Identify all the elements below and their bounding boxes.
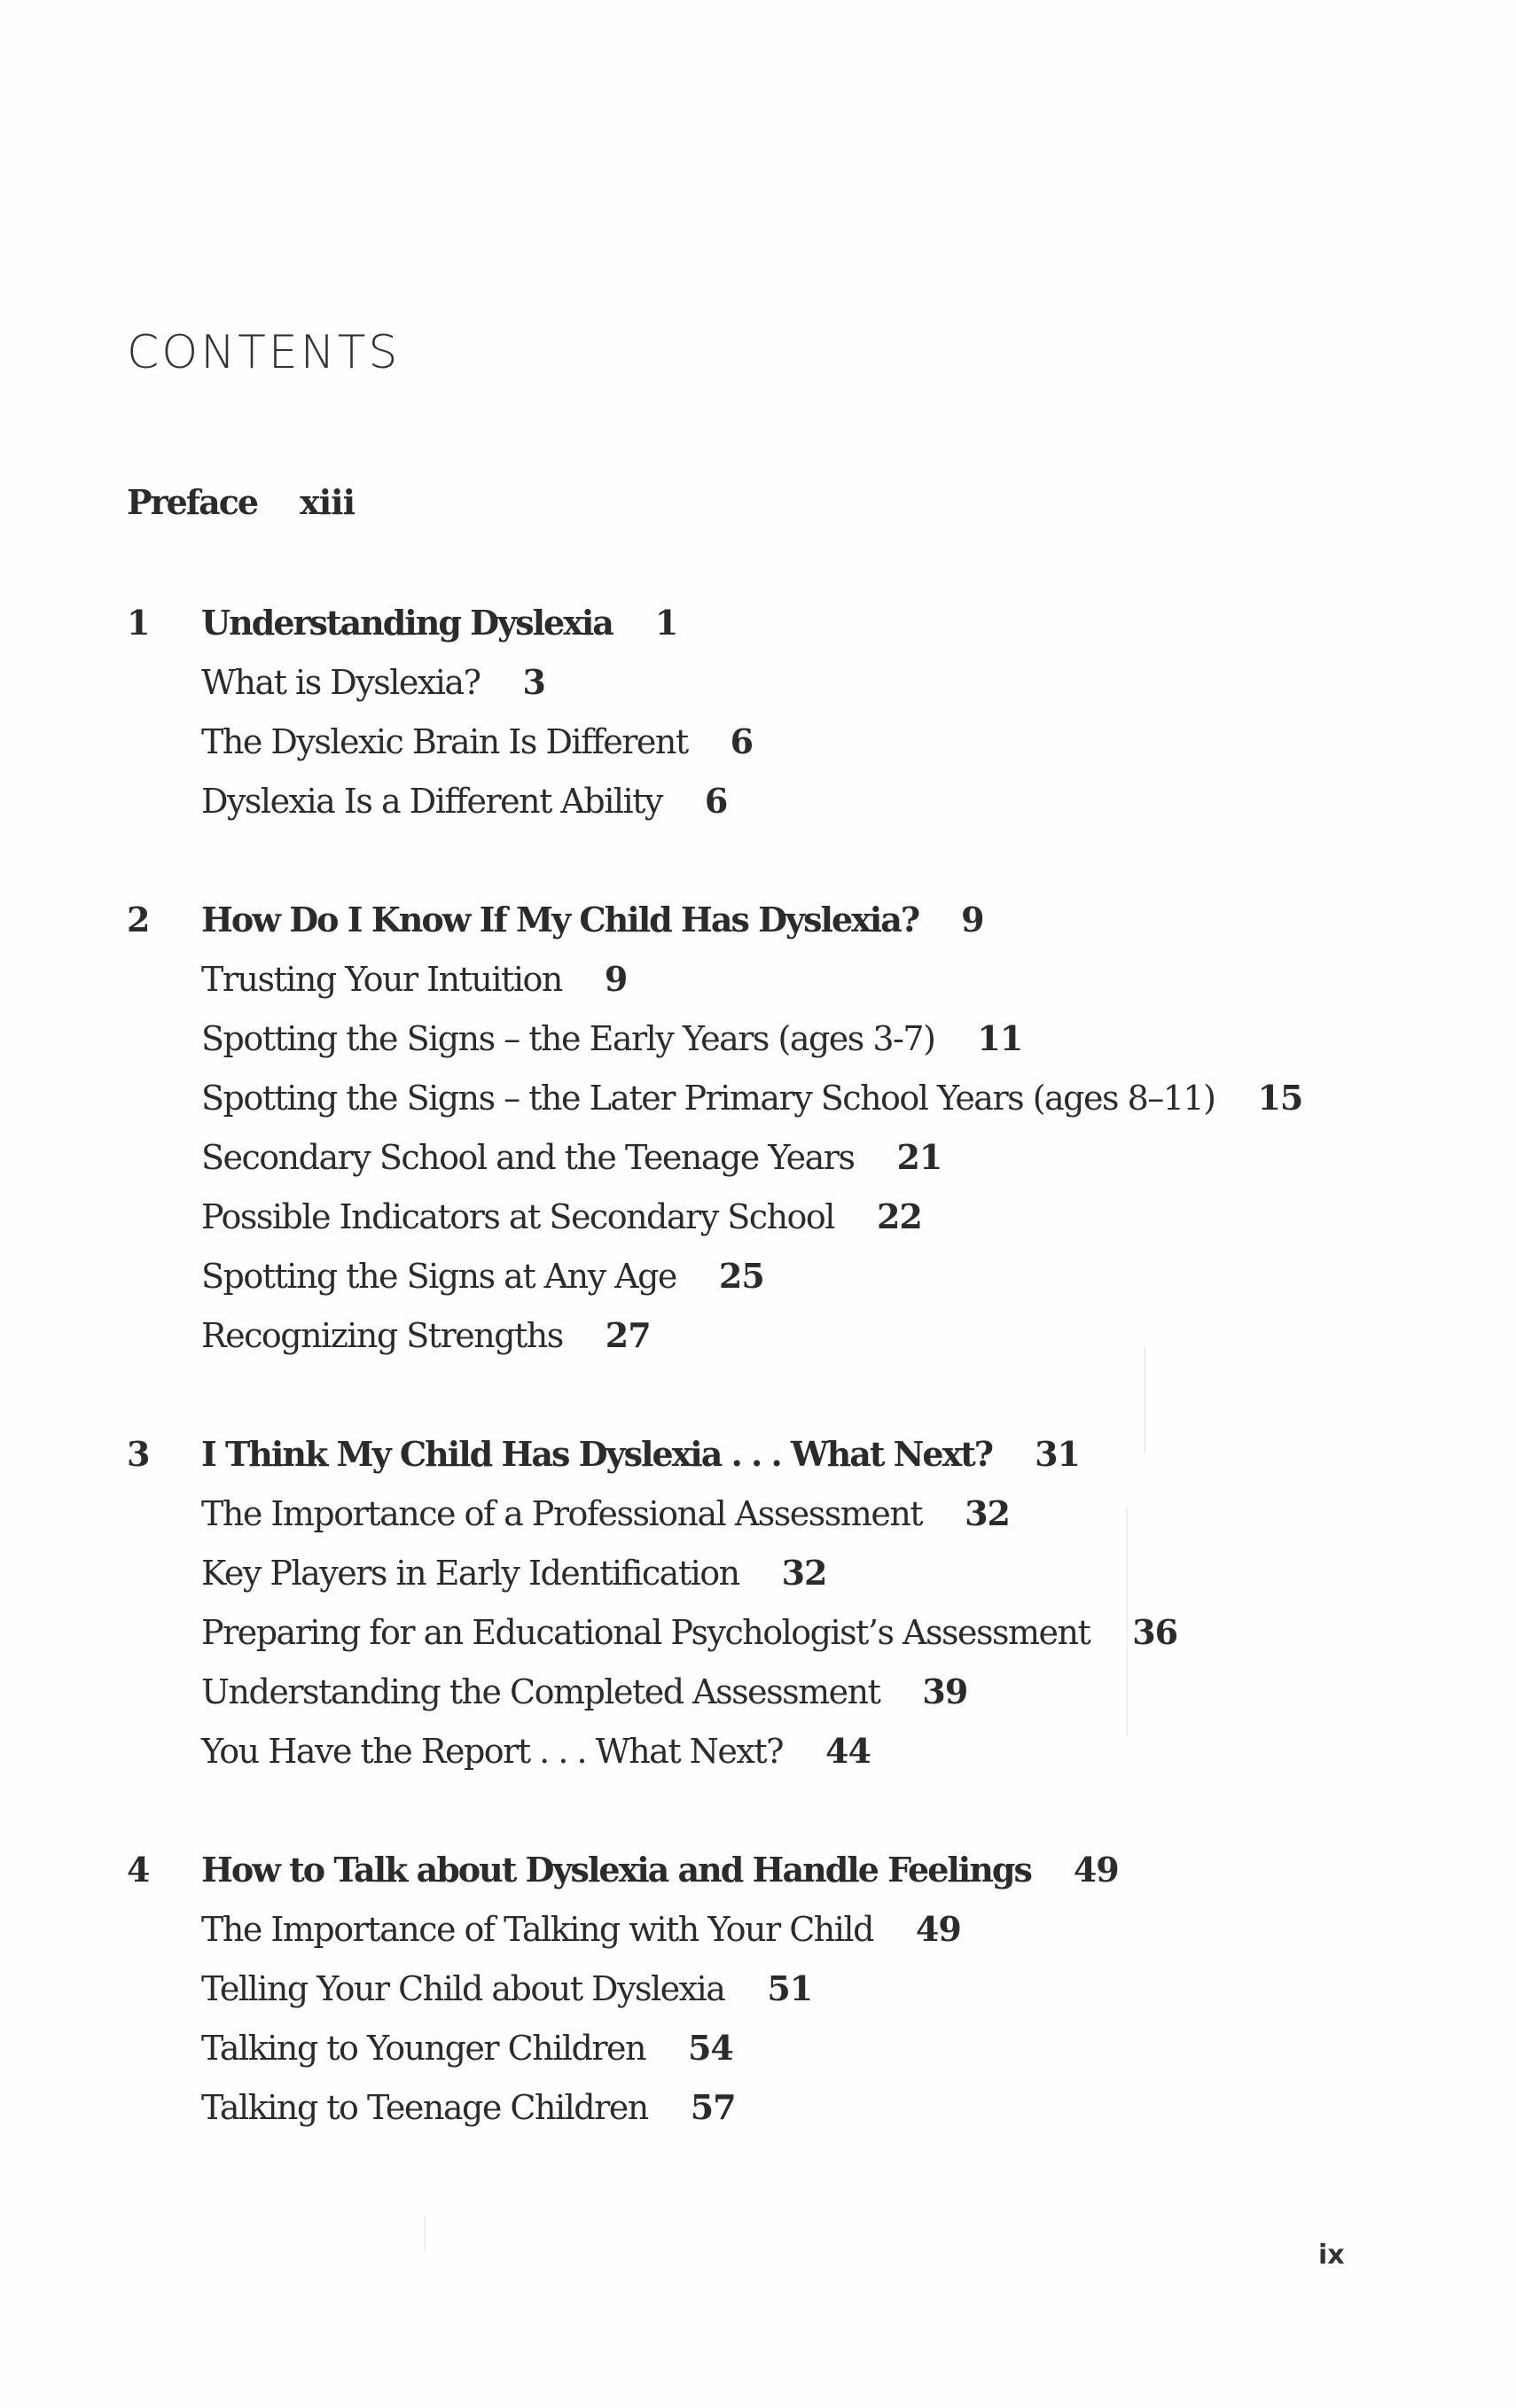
chapter-title: I Think My Child Has Dyslexia . . . What Next? (201, 1434, 993, 1474)
section-title: Spotting the Signs – the Early Years (ages 3-7) (201, 1019, 935, 1058)
toc-section[interactable] (201, 1018, 1023, 1058)
page-title: CONTENTS (127, 326, 401, 379)
toc-section[interactable] (201, 2028, 733, 2068)
toc-section[interactable] (201, 1256, 764, 1296)
toc-section[interactable] (201, 1672, 968, 1711)
toc-chapter-1[interactable] (127, 603, 678, 643)
section-title: Secondary School and the Teenage Years (201, 1138, 855, 1177)
section-page: 6 (730, 721, 754, 761)
toc-section[interactable] (201, 959, 628, 999)
page-number: ix (1318, 2240, 1345, 2271)
section-title: Spotting the Signs at Any Age (201, 1257, 676, 1296)
section-page: 11 (977, 1018, 1023, 1058)
toc-chapter-2[interactable] (127, 900, 984, 939)
chapter-number: 1 (127, 603, 149, 643)
section-title: The Importance of a Professional Assessment (201, 1494, 923, 1533)
section-page: 32 (781, 1553, 827, 1593)
section-title: Talking to Teenage Children (201, 2088, 648, 2127)
section-page: 3 (522, 662, 545, 702)
chapter-number: 4 (127, 1850, 149, 1890)
section-title: Dyslexia Is a Different Ability (201, 782, 662, 821)
section-page: 57 (690, 2087, 736, 2127)
section-title: The Importance of Talking with Your Child (201, 1910, 873, 1949)
section-title: Key Players in Early Identification (201, 1554, 739, 1593)
toc-chapter-4[interactable] (127, 1850, 1119, 1890)
toc-section[interactable] (201, 1196, 922, 1236)
chapter-title: Understanding Dyslexia (201, 603, 613, 643)
section-page: 32 (965, 1493, 1010, 1533)
section-page: 25 (718, 1256, 764, 1296)
preface-page: xiii (300, 482, 356, 522)
toc-preface[interactable] (127, 482, 356, 522)
toc-section[interactable] (201, 781, 728, 821)
section-title: Spotting the Signs – the Later Primary School Years (ages 8–11) (201, 1079, 1215, 1118)
section-title: Understanding the Completed Assessment (201, 1672, 880, 1711)
section-page: 27 (605, 1315, 651, 1355)
section-page: 51 (767, 1968, 813, 2008)
toc-section[interactable] (201, 662, 545, 702)
chapter-page: 49 (1073, 1850, 1119, 1890)
section-page: 39 (922, 1672, 968, 1711)
scan-artifact (1126, 1507, 1128, 1737)
section-title: What is Dyslexia? (201, 663, 481, 702)
section-page: 44 (825, 1731, 871, 1771)
scan-artifact (1144, 1347, 1145, 1453)
toc-section[interactable] (201, 1137, 942, 1177)
section-page: 54 (687, 2028, 733, 2068)
section-title: Talking to Younger Children (201, 2029, 645, 2068)
toc-section[interactable] (201, 721, 754, 761)
toc-section[interactable] (201, 1078, 1303, 1118)
toc-section[interactable] (201, 1612, 1178, 1652)
chapter-page: 9 (961, 900, 984, 939)
section-title: Possible Indicators at Secondary School (201, 1197, 834, 1236)
section-title: The Dyslexic Brain Is Different (201, 722, 688, 761)
toc-section[interactable] (201, 1553, 827, 1593)
toc-section[interactable] (201, 2087, 736, 2127)
section-page: 22 (876, 1196, 922, 1236)
chapter-number: 2 (127, 900, 149, 939)
chapter-page: 31 (1035, 1434, 1080, 1474)
section-page: 49 (915, 1909, 961, 1949)
preface-label: Preface (127, 482, 258, 522)
toc-section[interactable] (201, 1909, 961, 1949)
section-page: 6 (704, 781, 728, 821)
section-page: 9 (604, 959, 628, 999)
chapter-number: 3 (127, 1434, 149, 1474)
toc-section[interactable] (201, 1315, 651, 1355)
section-page: 36 (1132, 1612, 1178, 1652)
section-title: You Have the Report . . . What Next? (201, 1732, 783, 1771)
section-title: Trusting Your Intuition (201, 960, 562, 999)
scan-artifact (424, 2216, 426, 2251)
chapter-page: 1 (654, 603, 678, 643)
section-page: 21 (896, 1137, 942, 1177)
chapter-title: How Do I Know If My Child Has Dyslexia? (201, 900, 919, 939)
toc-section[interactable] (201, 1968, 813, 2008)
section-title: Recognizing Strengths (201, 1316, 563, 1355)
toc-chapter-3[interactable] (127, 1434, 1080, 1474)
section-title: Preparing for an Educational Psychologist’s Assessment (201, 1613, 1090, 1652)
section-page: 15 (1257, 1078, 1303, 1118)
chapter-title: How to Talk about Dyslexia and Handle Feelings (201, 1850, 1031, 1890)
toc-section[interactable] (201, 1731, 871, 1771)
toc-section[interactable] (201, 1493, 1010, 1533)
section-title: Telling Your Child about Dyslexia (201, 1969, 725, 2008)
